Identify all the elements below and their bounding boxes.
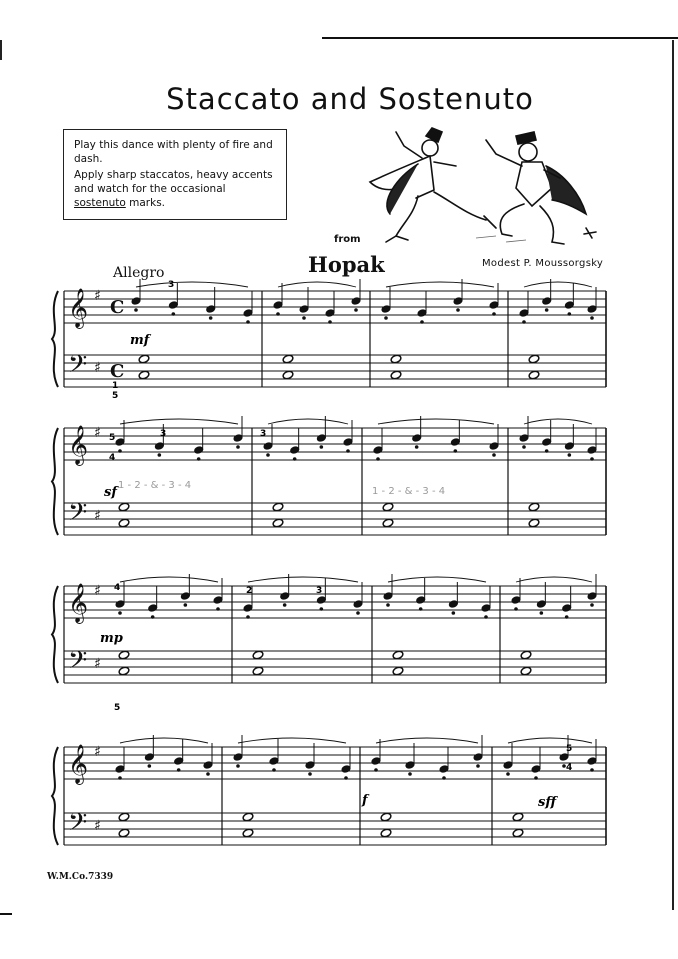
staccato-dot (523, 321, 526, 324)
bass-note (380, 828, 392, 838)
note-head (542, 438, 552, 447)
note-head (115, 438, 125, 447)
publisher-code: W.M.Co.7339 (47, 872, 114, 882)
note-head (299, 305, 309, 314)
note-head (503, 761, 513, 770)
bass-note (282, 354, 294, 364)
staccato-dot (507, 773, 510, 776)
staccato-dot (591, 458, 594, 461)
note-head (373, 446, 383, 455)
note-head (587, 592, 597, 601)
staccato-dot (283, 604, 286, 607)
staccato-dot (237, 765, 240, 768)
instruction-text-end: marks. (125, 197, 166, 209)
dynamic-mp: mp (100, 631, 123, 646)
brace (52, 747, 58, 845)
fingering-3: 3 (168, 280, 175, 290)
bass-note (272, 518, 284, 528)
bass-note (282, 370, 294, 380)
bass-note (528, 370, 540, 380)
fingering-5c: 5 (114, 703, 121, 713)
staccato-dot (267, 454, 270, 457)
bass-note (390, 354, 402, 364)
note-head (273, 301, 283, 310)
note-head (481, 604, 491, 613)
staccato-dot (320, 446, 323, 449)
staccato-dot (419, 608, 422, 611)
composer-name: Modest P. Moussorgsky (482, 258, 604, 269)
treble-clef: 𝄞 (68, 288, 89, 328)
note-head (269, 757, 279, 766)
bass-note (528, 354, 540, 364)
staccato-dot (355, 309, 358, 312)
slur (524, 419, 592, 424)
note-head (383, 592, 393, 601)
staccato-dot (545, 450, 548, 453)
pencil-count-1: 1 - 2 - & - 3 - 4 (118, 480, 192, 491)
bass-clef: 𝄢 (68, 498, 88, 533)
slur (238, 738, 346, 743)
sharp-sign: ♯ (94, 360, 101, 376)
staccato-dot (515, 608, 518, 611)
staccato-dot (457, 309, 460, 312)
staccato-dot (247, 616, 250, 619)
sharp-sign: ♯ (94, 656, 101, 672)
note-head (305, 761, 315, 770)
staccato-dot (273, 769, 276, 772)
bass-note (392, 650, 404, 660)
bass-note (392, 666, 404, 676)
note-head (168, 301, 178, 310)
staccato-dot (452, 612, 455, 615)
bass-note (382, 518, 394, 528)
time-signature: C (110, 361, 125, 382)
staccato-dot (347, 450, 350, 453)
note-head (559, 753, 569, 762)
note-head (290, 446, 300, 455)
note-head (536, 600, 546, 609)
staccato-dot (591, 769, 594, 772)
note-head (280, 592, 290, 601)
staccato-dot (591, 604, 594, 607)
treble-clef: 𝄞 (68, 583, 89, 623)
tempo-marking: Allegro (113, 265, 165, 281)
bass-note (118, 518, 130, 528)
staccato-dot (443, 777, 446, 780)
note-head (381, 305, 391, 314)
staccato-dot (421, 321, 424, 324)
note-head (343, 438, 353, 447)
slur (136, 282, 248, 287)
fingering-4b: 4 (109, 453, 116, 463)
staccato-dot (545, 309, 548, 312)
bass-note (528, 518, 540, 528)
fingering-5: 5 (112, 391, 119, 401)
staccato-dot (135, 309, 138, 312)
staccato-dot (415, 446, 418, 449)
slur (524, 282, 592, 287)
staccato-dot (377, 458, 380, 461)
slur (376, 738, 478, 743)
staccato-dot (563, 765, 566, 768)
note-head (519, 309, 529, 318)
note-head (213, 596, 223, 605)
note-head (174, 757, 184, 766)
bass-note (528, 502, 540, 512)
note-head (519, 434, 529, 443)
sharp-sign: ♯ (94, 425, 101, 441)
note-head (439, 765, 449, 774)
note-head (243, 309, 253, 318)
bass-note (380, 812, 392, 822)
page-title: Staccato and Sostenuto (166, 82, 534, 116)
note-head (351, 297, 361, 306)
staccato-dot (485, 616, 488, 619)
fingering-4c: 4 (114, 583, 121, 593)
staccato-dot (409, 773, 412, 776)
fingering-1: 1 (112, 381, 119, 391)
note-head (542, 297, 552, 306)
staccato-dot (119, 777, 122, 780)
staccato-dot (309, 773, 312, 776)
from-label: from (334, 234, 361, 245)
bass-note (138, 370, 150, 380)
note-head (194, 446, 204, 455)
staccato-dot (375, 769, 378, 772)
fingering-3b: 3 (160, 429, 167, 439)
note-head (203, 761, 213, 770)
time-signature: C (110, 297, 125, 318)
staccato-dot (523, 446, 526, 449)
bass-note (138, 354, 150, 364)
note-head (325, 309, 335, 318)
staccato-dot (385, 317, 388, 320)
brace (52, 291, 58, 387)
staccato-dot (119, 450, 122, 453)
slur (268, 419, 348, 424)
margin-mark (0, 913, 12, 915)
note-head (562, 604, 572, 613)
sharp-sign: ♯ (94, 744, 101, 760)
staccato-dot (197, 458, 200, 461)
staccato-dot (277, 313, 280, 316)
note-head (416, 596, 426, 605)
treble-clef: 𝄞 (68, 425, 89, 465)
sostenuto-word: sostenuto (74, 197, 126, 209)
bass-note (520, 666, 532, 676)
bass-note (520, 650, 532, 660)
bass-note (252, 666, 264, 676)
staccato-dot (172, 313, 175, 316)
bass-note (252, 650, 264, 660)
bass-note (118, 812, 130, 822)
staccato-dot (477, 765, 480, 768)
bass-note (272, 502, 284, 512)
note-head (417, 309, 427, 318)
note-head (316, 596, 326, 605)
staccato-dot (568, 454, 571, 457)
bass-note (118, 828, 130, 838)
note-head (531, 765, 541, 774)
staccato-dot (151, 616, 154, 619)
note-head (341, 765, 351, 774)
pencil-count-2: 1 - 2 - & - 3 - 4 (372, 486, 446, 497)
dynamic-sff: sff (538, 795, 557, 810)
slur (378, 419, 494, 424)
staccato-dot (387, 604, 390, 607)
staccato-dot (329, 321, 332, 324)
fingering-2c: 2 (246, 586, 253, 596)
note-head (115, 600, 125, 609)
note-head (148, 604, 158, 613)
note-head (587, 305, 597, 314)
note-head (233, 434, 243, 443)
staccato-dot (119, 612, 122, 615)
dynamic-sf: sf (104, 485, 117, 500)
fingering-3d: 3 (316, 586, 323, 596)
staccato-dot (568, 313, 571, 316)
dynamic-mf: mf (130, 333, 150, 348)
instruction-line-1: Play this dance with plenty of fire and dash. (74, 139, 273, 165)
note-head (489, 301, 499, 310)
note-head (511, 596, 521, 605)
staccato-dot (535, 777, 538, 780)
note-head (405, 761, 415, 770)
slur (120, 419, 238, 424)
bass-note (382, 502, 394, 512)
note-head (450, 438, 460, 447)
fingering-5b: 5 (109, 433, 116, 443)
bass-clef: 𝄢 (68, 646, 88, 681)
bass-clef: 𝄢 (68, 350, 88, 385)
note-head (587, 446, 597, 455)
staccato-dot (493, 313, 496, 316)
staccato-dot (320, 608, 323, 611)
staccato-dot (177, 769, 180, 772)
sharp-sign: ♯ (94, 818, 101, 834)
bass-note (242, 828, 254, 838)
note-head (489, 442, 499, 451)
note-head (144, 753, 154, 762)
note-head (115, 765, 125, 774)
bass-note (242, 812, 254, 822)
staccato-dot (148, 765, 151, 768)
note-head (243, 604, 253, 613)
sharp-sign: ♯ (94, 288, 101, 304)
note-head (473, 753, 483, 762)
piece-title: Hopak (308, 252, 385, 277)
bass-note (512, 812, 524, 822)
staccato-dot (237, 446, 240, 449)
staccato-dot (158, 454, 161, 457)
staccato-dot (345, 777, 348, 780)
sharp-sign: ♯ (94, 508, 101, 524)
note-head (448, 600, 458, 609)
slur (120, 738, 208, 743)
dynamic-f: f (362, 793, 368, 808)
staccato-dot (540, 612, 543, 615)
staccato-dot (184, 604, 187, 607)
staccato-dot (247, 321, 250, 324)
staccato-dot (591, 317, 594, 320)
note-head (453, 297, 463, 306)
staccato-dot (565, 616, 568, 619)
staccato-dot (303, 317, 306, 320)
staccato-dot (357, 612, 360, 615)
bass-clef: 𝄢 (68, 808, 88, 843)
bass-note (118, 666, 130, 676)
note-head (154, 442, 164, 451)
fingering-4d: 4 (566, 763, 573, 773)
note-head (564, 301, 574, 310)
fingering-5d: 5 (566, 744, 573, 754)
bass-note (118, 502, 130, 512)
note-head (263, 442, 273, 451)
note-head (587, 757, 597, 766)
note-head (564, 442, 574, 451)
slur (278, 282, 356, 287)
note-head (131, 297, 141, 306)
staccato-dot (493, 454, 496, 457)
note-head (206, 305, 216, 314)
slur (248, 577, 358, 582)
bass-note (390, 370, 402, 380)
bass-note (512, 828, 524, 838)
brace (52, 586, 58, 683)
slur (386, 282, 494, 287)
staccato-dot (217, 608, 220, 611)
staccato-dot (293, 458, 296, 461)
fingering-3c: 3 (260, 429, 267, 439)
slur (516, 577, 592, 582)
bass-note (118, 650, 130, 660)
note-head (316, 434, 326, 443)
sharp-sign: ♯ (94, 583, 101, 599)
brace (52, 428, 58, 535)
staccato-dot (454, 450, 457, 453)
instruction-text: Apply sharp staccatos, heavy accents and watch for the occasional (74, 169, 273, 195)
note-head (371, 757, 381, 766)
note-head (233, 753, 243, 762)
staccato-dot (207, 773, 210, 776)
note-head (353, 600, 363, 609)
staccato-dot (209, 317, 212, 320)
note-head (412, 434, 422, 443)
slur (388, 577, 486, 582)
treble-clef: 𝄞 (68, 744, 89, 784)
slur (120, 577, 218, 582)
slur (508, 738, 592, 743)
note-head (180, 592, 190, 601)
